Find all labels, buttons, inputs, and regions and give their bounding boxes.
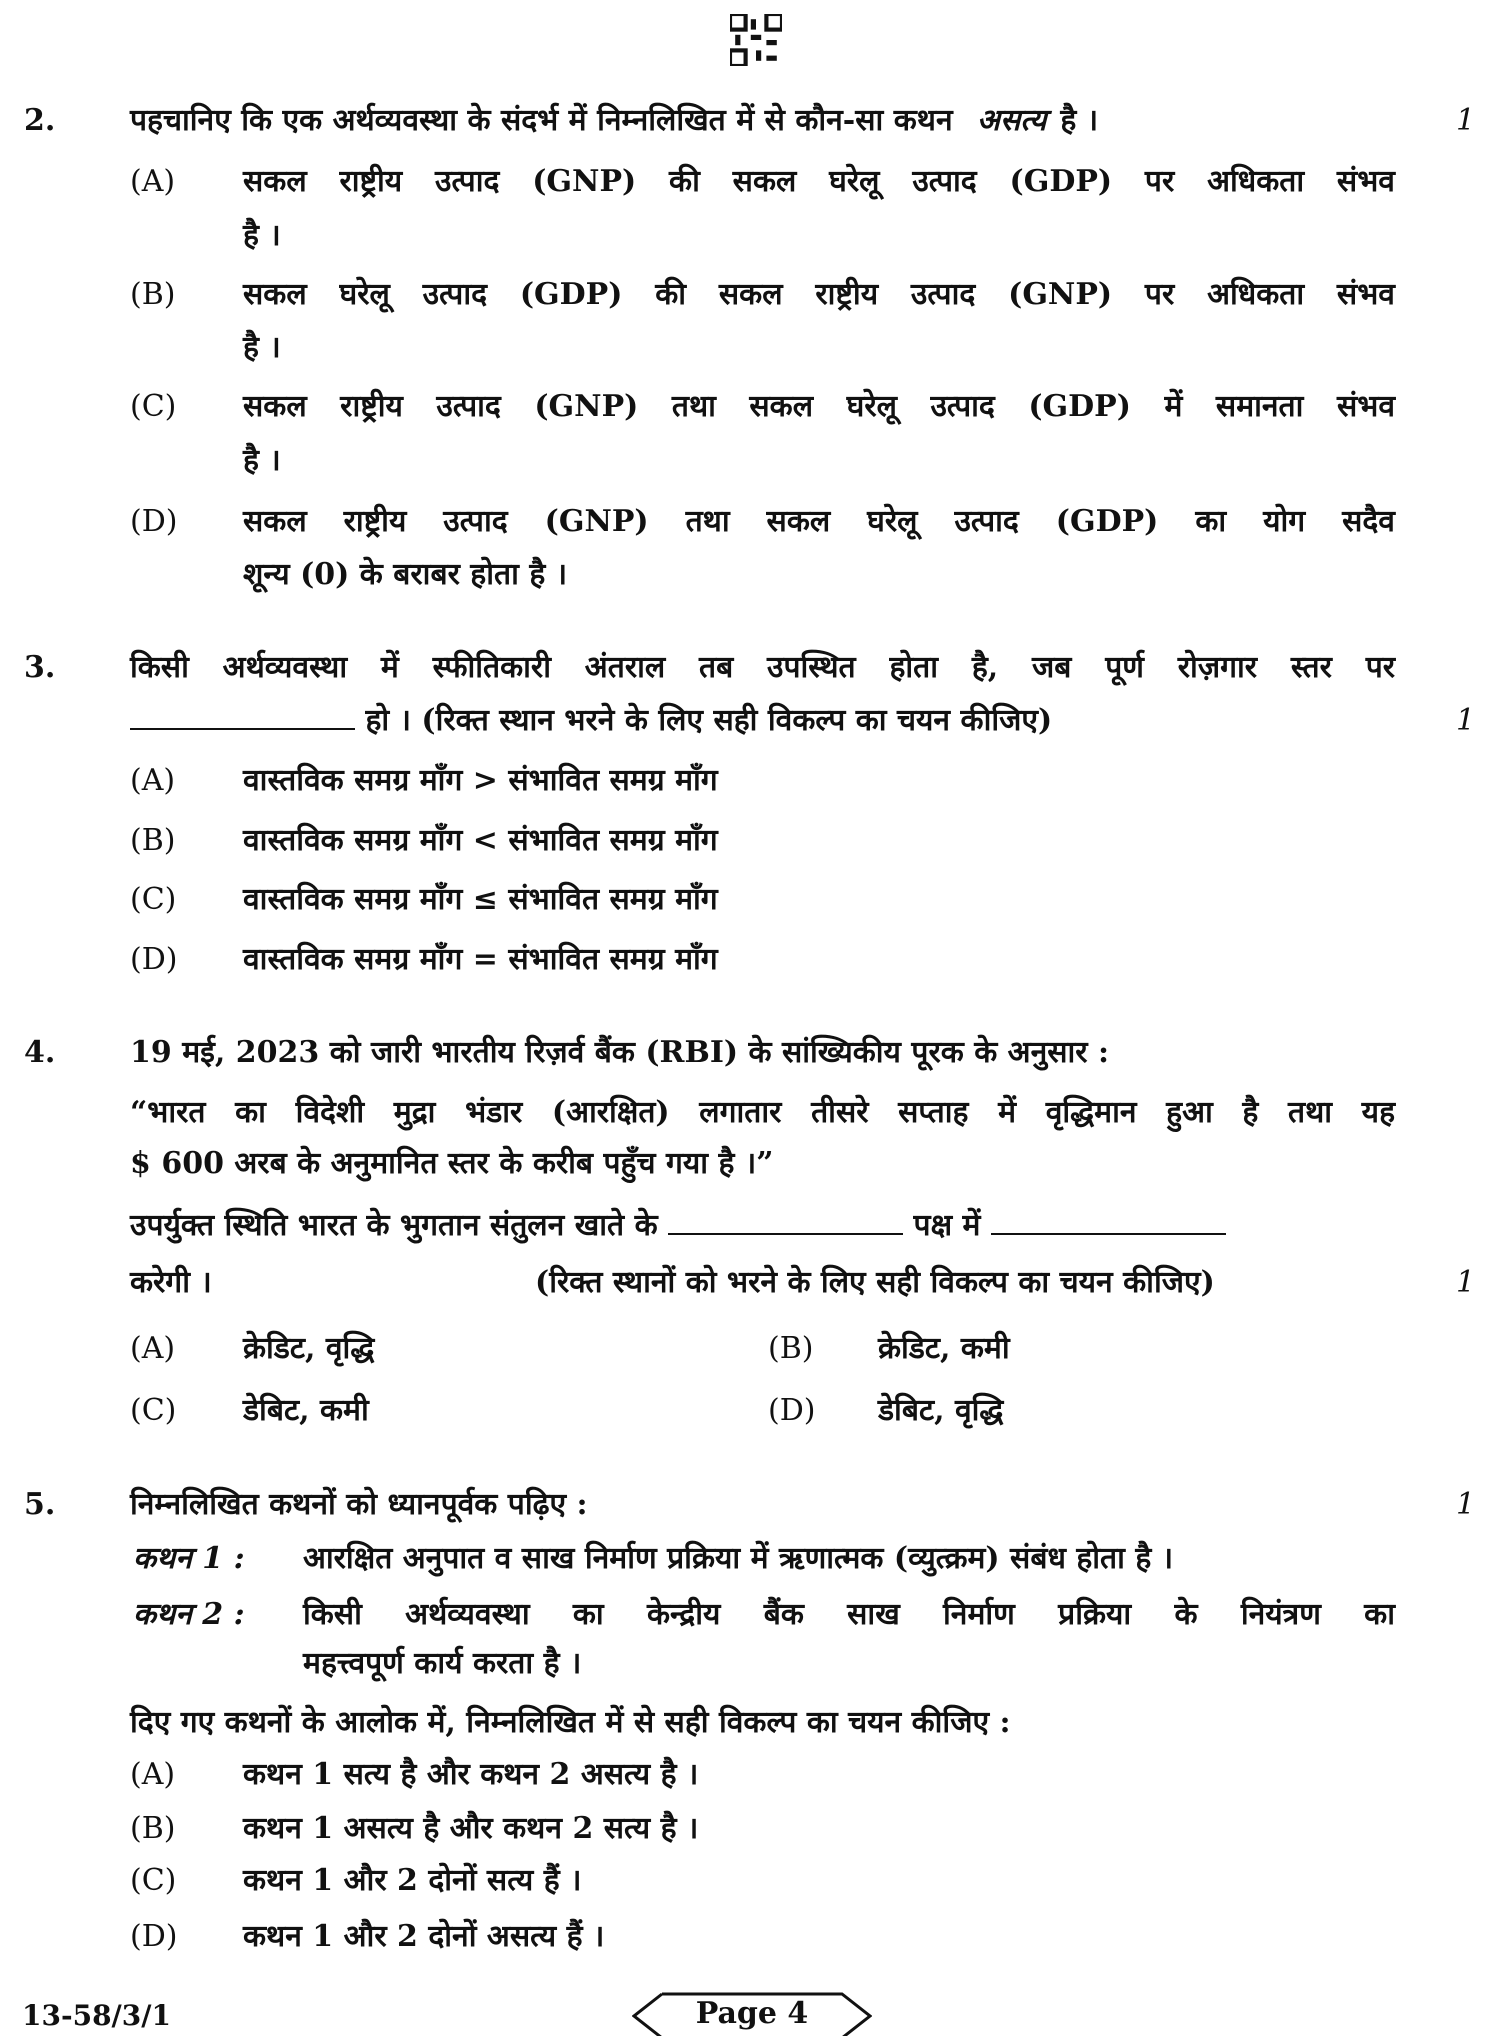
option-label: (A) <box>130 1757 176 1792</box>
option-text-cont: शून्य (0) के बराबर होता है । <box>243 557 568 592</box>
option-label: (C) <box>130 389 177 424</box>
option-label: (C) <box>130 1863 177 1898</box>
option-label: (D) <box>130 942 178 977</box>
option-text: वास्तविक समग्र माँग < संभावित समग्र माँग <box>243 823 718 858</box>
option-label: (B) <box>768 1331 814 1366</box>
statement-text: आरक्षित अनुपात व साख निर्माण प्रक्रिया में ऋणात्मक (व्युत्क्रम) संबंध होता है । <box>303 1541 1174 1576</box>
fill-blank <box>991 1229 1226 1235</box>
quote-text: “भारत का विदेशी मुद्रा भंडार (आरक्षित) लगातार तीसरे सप्ताह में वृद्धिमान हुआ है तथा यह <box>130 1095 1395 1130</box>
option-label: (A) <box>130 164 176 199</box>
option-text: सकल राष्ट्रीय उत्पाद (GNP) तथा सकल घरेलू उत्पाद (GDP) में समानता संभव <box>243 389 1395 424</box>
option-text: क्रेडिट, कमी <box>878 1331 1010 1366</box>
fill-blank <box>668 1229 903 1235</box>
question-stem-cont: उपर्युक्त स्थिति भारत के भुगतान संतुलन खाते के पक्ष में <box>130 1206 1226 1246</box>
option-text: डेबिट, कमी <box>243 1393 369 1428</box>
option-text: सकल राष्ट्रीय उत्पाद (GNP) तथा सकल घरेलू उत्पाद (GDP) का योग सदैव <box>243 504 1395 539</box>
qr-code <box>730 14 782 66</box>
option-label: (D) <box>768 1393 816 1428</box>
option-text: कथन 1 सत्य है और कथन 2 असत्य है । <box>243 1757 699 1792</box>
question-stem-cont: हो । (रिक्त स्थान भरने के लिए सही विकल्प का चयन कीजिए) <box>130 701 1052 741</box>
question-marks: 1 <box>1456 1265 1476 1300</box>
option-text: वास्तविक समग्र माँग ≤ संभावित समग्र माँग <box>243 882 718 917</box>
option-label: (A) <box>130 763 176 798</box>
option-text: वास्तविक समग्र माँग = संभावित समग्र माँग <box>243 942 718 977</box>
statement-label: कथन 2 : <box>133 1597 245 1632</box>
paper-code: 13-58/3/1 <box>22 1999 171 2032</box>
statement-text-cont: महत्त्वपूर्ण कार्य करता है । <box>303 1646 582 1681</box>
question-stem: निम्नलिखित कथनों को ध्यानपूर्वक पढ़िए : <box>130 1487 588 1522</box>
option-text-cont: है । <box>243 330 281 365</box>
instruction: (रिक्त स्थानों को भरने के लिए सही विकल्प का चयन कीजिए) <box>535 1265 1215 1300</box>
option-text: वास्तविक समग्र माँग > संभावित समग्र माँग <box>243 763 718 798</box>
instruction: दिए गए कथनों के आलोक में, निम्नलिखित में से सही विकल्प का चयन कीजिए : <box>130 1705 1011 1740</box>
question-number: 3. <box>24 650 56 685</box>
question-number: 2. <box>24 103 56 138</box>
option-text: कथन 1 और 2 दोनों असत्य हैं । <box>243 1919 605 1954</box>
fill-blank <box>130 724 355 730</box>
question-number: 5. <box>24 1487 56 1522</box>
statement-text: किसी अर्थव्यवस्था का केन्द्रीय बैंक साख निर्माण प्रक्रिया के नियंत्रण का <box>303 1597 1395 1632</box>
question-stem: पहचानिए कि एक अर्थव्यवस्था के संदर्भ में निम्नलिखित में से कौन-सा कथन असत्य है । <box>130 103 1099 138</box>
statement-label: कथन 1 : <box>133 1541 245 1576</box>
question-marks: 1 <box>1456 1487 1476 1522</box>
page-number-badge <box>632 1992 872 2036</box>
option-label: (C) <box>130 882 177 917</box>
option-text: कथन 1 असत्य है और कथन 2 सत्य है । <box>243 1811 699 1846</box>
option-text: कथन 1 और 2 दोनों सत्य हैं । <box>243 1863 582 1898</box>
option-label: (B) <box>130 1811 176 1846</box>
option-label: (A) <box>130 1331 176 1366</box>
option-text-cont: है । <box>243 443 281 478</box>
option-label: (C) <box>130 1393 177 1428</box>
option-label: (D) <box>130 1919 178 1954</box>
question-stem: किसी अर्थव्यवस्था में स्फीतिकारी अंतराल तब उपस्थित होता है, जब पूर्ण रोज़गार स्तर पर <box>130 650 1395 685</box>
option-text-cont: है । <box>243 218 281 253</box>
question-number: 4. <box>24 1035 56 1070</box>
page-number: Page 4 <box>695 1996 809 2031</box>
option-label: (B) <box>130 823 176 858</box>
question-marks: 1 <box>1456 103 1476 138</box>
option-text: सकल घरेलू उत्पाद (GDP) की सकल राष्ट्रीय उत्पाद (GNP) पर अधिकता संभव <box>243 277 1395 312</box>
option-label: (B) <box>130 277 176 312</box>
option-text: डेबिट, वृद्धि <box>878 1393 1004 1428</box>
option-text: सकल राष्ट्रीय उत्पाद (GNP) की सकल घरेलू उत्पाद (GDP) पर अधिकता संभव <box>243 164 1395 199</box>
question-marks: 1 <box>1456 703 1476 738</box>
option-text: क्रेडिट, वृद्धि <box>243 1331 375 1366</box>
option-label: (D) <box>130 504 178 539</box>
quote-text-cont: $ 600 अरब के अनुमानित स्तर के करीब पहुँच गया है ।” <box>130 1146 774 1181</box>
question-stem: 19 मई, 2023 को जारी भारतीय रिज़र्व बैंक (RBI) के सांख्यिकीय पूरक के अनुसार : <box>130 1035 1110 1070</box>
question-stem-cont: करेगी । <box>130 1265 212 1300</box>
